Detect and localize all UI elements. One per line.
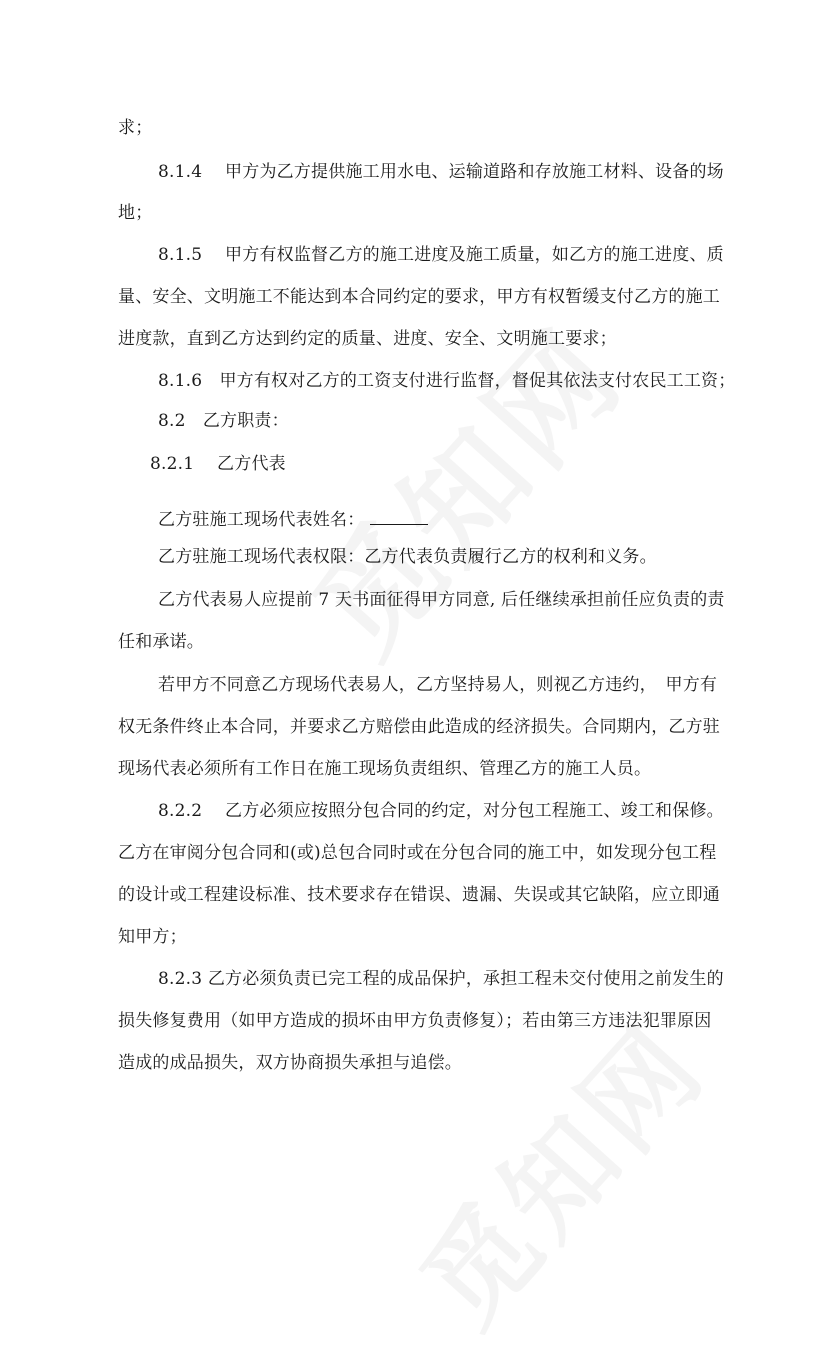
text-line: 地； <box>118 203 153 223</box>
text-line: 8.1.4 甲方为乙方提供施工用水电、运输道路和存放施工材料、设备的场 <box>158 162 724 182</box>
watermark-text <box>290 304 650 682</box>
text-line: 任和承诺。 <box>118 632 204 652</box>
text-line: 求； <box>118 118 153 138</box>
text-line: 若甲方不同意乙方现场代表易人，乙方坚持易人，则视乙方违约， 甲方有 <box>158 675 718 695</box>
text-line: 8.1.5 甲方有权监督乙方的施工进度及施工质量，如乙方的施工进度、质 <box>158 245 724 265</box>
text-line: 现场代表必须所有工作日在施工现场负责组织、管理乙方的施工人员。 <box>118 759 652 779</box>
text-line: 8.2.2 乙方必须应按照分包合同的约定，对分包工程施工、竣工和保修。 <box>158 801 724 821</box>
text-line: 进度款，直到乙方达到约定的质量、进度、安全、文明施工要求； <box>118 329 617 349</box>
text-line: 权无条件终止本合同，并要求乙方赔偿由此造成的经济损失。合同期内，乙方驻 <box>118 717 720 737</box>
text-line: 8.2.3 乙方必须负责已完工程的成品保护，承担工程未交付使用之前发生的 <box>158 969 724 989</box>
text-line: 损失修复费用（如甲方造成的损坏由甲方负责修复）；若由第三方违法犯罪原因 <box>118 1011 712 1031</box>
text-line: 知甲方； <box>118 927 187 947</box>
text-line: 乙方代表易人应提前 7 天书面征得甲方同意, 后任继续承担前任应负责的责 <box>158 590 725 610</box>
representative-name-line <box>158 506 428 532</box>
text-line: 量、安全、文明施工不能达到本合同约定的要求，甲方有权暂缓支付乙方的施工 <box>118 287 720 307</box>
representative-name-blank <box>370 506 428 525</box>
text-line: 8.2 乙方职责： <box>158 411 289 431</box>
text-line: 的设计或工程建设标准、技术要求存在错误、遗漏、失误或其它缺陷，应立即通 <box>118 885 720 905</box>
representative-name-label: 乙方驻施工现场代表姓名： <box>158 510 365 530</box>
text-line: 乙方驻施工现场代表权限：乙方代表负责履行乙方的权利和义务。 <box>158 547 657 567</box>
text-line: 8.2.1 乙方代表 <box>150 454 286 474</box>
text-line: 8.1.6 甲方有权对乙方的工资支付进行监督，督促其依法支付农民工工资； <box>158 371 736 391</box>
text-line: 造成的成品损失，双方协商损失承担与追偿。 <box>118 1053 462 1073</box>
watermark-lower <box>380 985 734 1353</box>
text-line: 乙方在审阅分包合同和(或)总包合同时或在分包合同的施工中，如发现分包工程 <box>118 843 717 863</box>
